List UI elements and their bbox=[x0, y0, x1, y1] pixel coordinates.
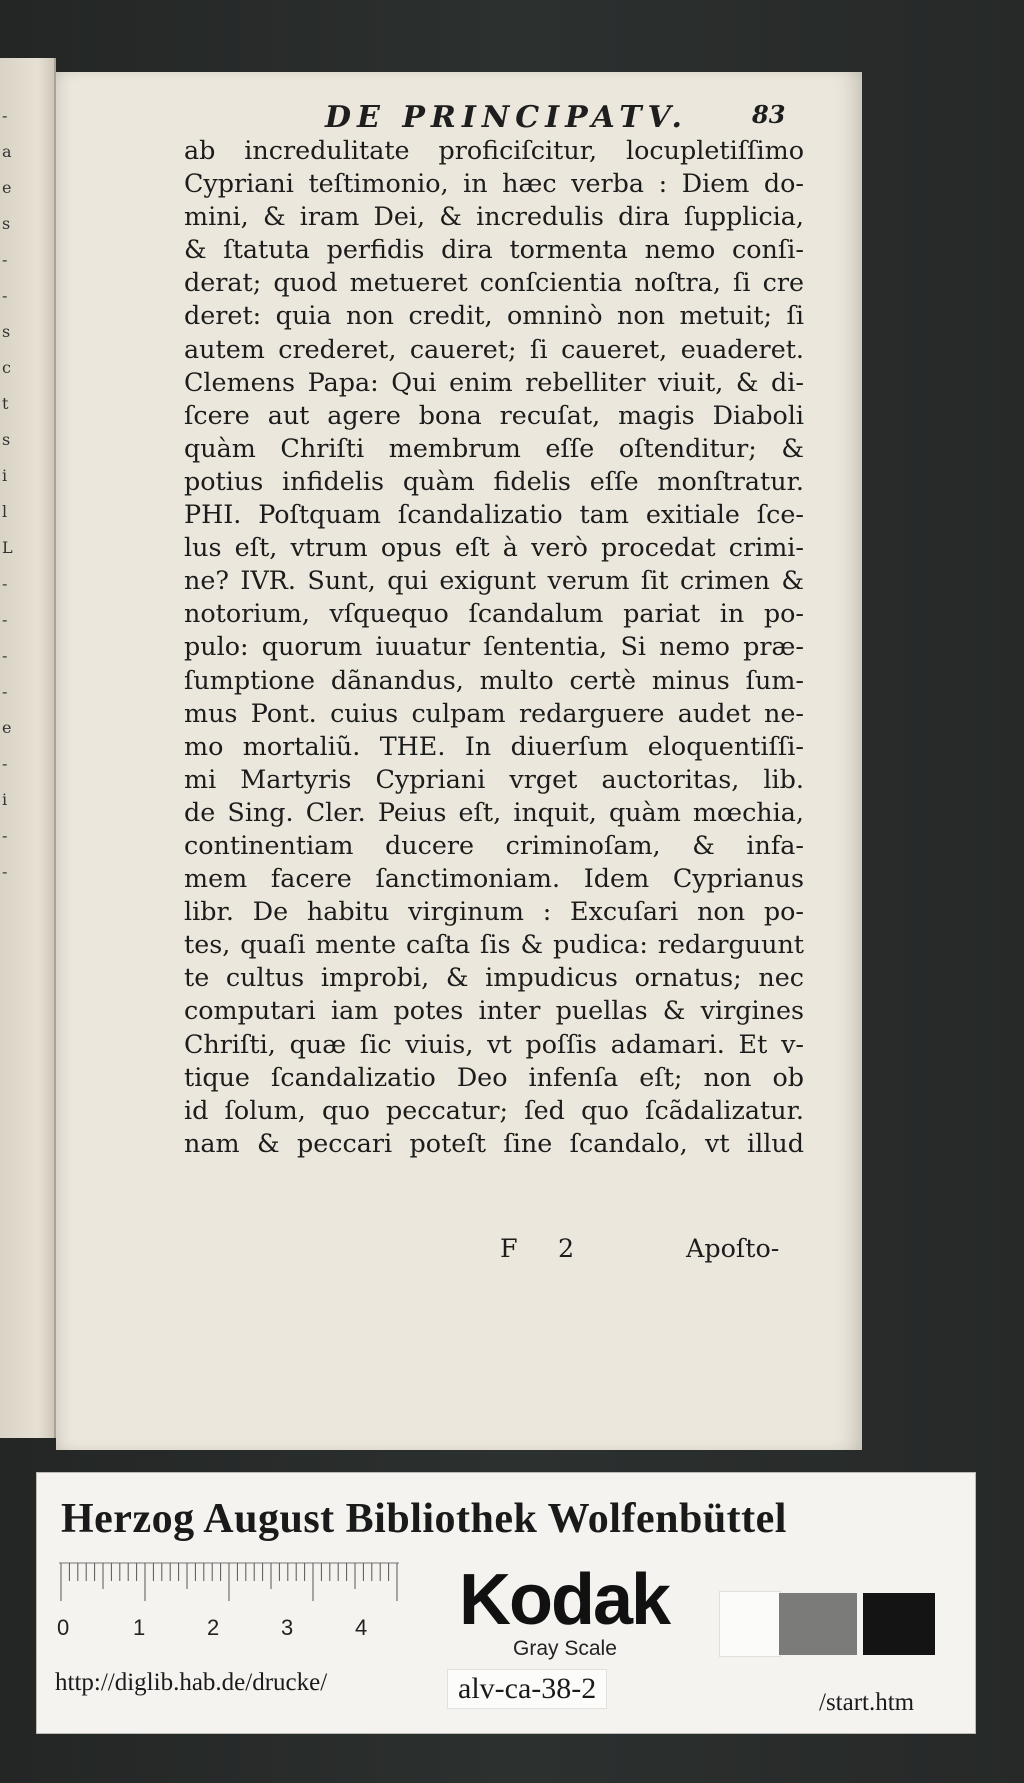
text-line: pulo: quorum iuuatur ſententia, Si nemo præ- bbox=[184, 631, 804, 662]
text-line: continentiam ducere criminoſam, & infa- bbox=[184, 829, 804, 860]
ruler-icon bbox=[59, 1561, 399, 1601]
text-line: libr. De habitu virginum : Excuſari non po- bbox=[184, 896, 804, 927]
ruler-label: 3 bbox=[281, 1615, 294, 1640]
text-line: mus Pont. cuius culpam redarguere audet ne- bbox=[184, 697, 804, 728]
ruler-label: 2 bbox=[207, 1615, 220, 1640]
ruler-label: 1 bbox=[133, 1615, 146, 1640]
source-url: http://diglib.hab.de/drucke/ bbox=[55, 1669, 328, 1696]
text-line: tique ſcandalizatio Deo infenſa eſt; non ob bbox=[184, 1061, 804, 1092]
ruler-labels bbox=[51, 1615, 391, 1645]
start-path: /start.htm bbox=[819, 1689, 915, 1716]
signature-number: 2 bbox=[558, 1233, 575, 1263]
text-line: autem crederet, caueret; ſi caueret, euaderet. bbox=[184, 333, 804, 364]
text-line: potius infidelis quàm fidelis eſſe monſtratur. bbox=[184, 465, 804, 496]
text-line: PHI. Poſtquam ſcandalizatio tam exitiale ſce- bbox=[184, 499, 804, 530]
ruler-label: 4 bbox=[355, 1615, 368, 1640]
shelfmark: alv-ca-38-2 bbox=[447, 1669, 607, 1709]
text-line: Cypriani teſtimonio, in hæc verba : Diem do- bbox=[184, 168, 804, 199]
text-line: ne? IVR. Sunt, qui exigunt verum ſit crimen & bbox=[184, 565, 804, 596]
facing-page-fragments: - a e s - - s c t s i l L - - - - e - i - - bbox=[2, 106, 13, 881]
catchword: Apoſto- bbox=[686, 1233, 780, 1263]
text-line: ab incredulitate proficiſcitur, locupletiſſimo bbox=[184, 135, 804, 165]
body-text bbox=[184, 134, 804, 1160]
text-line: Clemens Papa: Qui enim rebelliter viuit, & di- bbox=[184, 366, 804, 397]
library-name: Herzog August Bibliothek Wolfenbüttel bbox=[61, 1496, 787, 1542]
text-line: de Sing. Cler. Peius eſt, inquit, quàm mœchia, bbox=[184, 796, 804, 827]
text-line: mo mortaliũ. THE. In diuerſum eloquentiſſi- bbox=[184, 730, 804, 761]
text-line: & ſtatuta perfidis dira tormenta nemo conſi- bbox=[184, 234, 804, 265]
text-line: mini, & iram Dei, & incredulis dira ſupplicia, bbox=[184, 201, 804, 232]
page-footer bbox=[0, 1233, 1024, 1269]
text-line: mi Martyris Cypriani vrget auctoritas, lib. bbox=[184, 763, 804, 794]
text-line: ſumptione dãnandus, multo certè minus ſum- bbox=[184, 664, 804, 695]
gray-swatch-black bbox=[863, 1593, 935, 1655]
text-line: tes, quaſi mente caſta ſis & pudica: redarguunt bbox=[184, 929, 804, 960]
text-line: nam & peccari poteſt ſine ſcandalo, vt illud bbox=[184, 1127, 804, 1158]
gray-swatch-white bbox=[719, 1591, 781, 1657]
gray-swatch-mid bbox=[779, 1593, 857, 1655]
text-line: derat; quod metueret conſcientia noſtra, ſi cre bbox=[184, 267, 804, 298]
text-line: lus eſt, vtrum opus eſt à verò procedat crimi- bbox=[184, 532, 804, 563]
text-line: id ſolum, quo peccatur; ſed quo ſcãdalizatur. bbox=[184, 1094, 804, 1125]
text-line: notorium, vſquequo ſcandalum pariat in po- bbox=[184, 598, 804, 629]
text-line: ſcere aut agere bona recuſat, magis Diaboli bbox=[184, 399, 804, 430]
ruler-label: 0 bbox=[57, 1615, 70, 1640]
page-number: 83 bbox=[752, 100, 786, 129]
text-line: computari iam potes inter puellas & virgines bbox=[184, 995, 804, 1026]
color-scale-card bbox=[36, 1472, 976, 1734]
brand-logo: Kodak bbox=[459, 1560, 670, 1640]
brand-subtitle: Gray Scale bbox=[513, 1637, 617, 1660]
facing-page-edge bbox=[0, 58, 56, 1438]
signature-mark: F bbox=[500, 1233, 518, 1263]
text-line: mem facere ſanctimoniam. Idem Cyprianus bbox=[184, 863, 804, 894]
text-line: quàm Chriſti membrum eſſe oſtenditur; & bbox=[184, 432, 804, 463]
text-line: deret: quia non credit, omninò non metuit; ſi bbox=[184, 300, 804, 331]
running-title: DE PRINCIPATV. bbox=[325, 100, 688, 135]
text-line: te cultus improbi, & impudicus ornatus; nec bbox=[184, 962, 804, 993]
text-line: Chriſti, quæ ſic viuis, vt poſſis adamari. Et v- bbox=[184, 1028, 804, 1059]
